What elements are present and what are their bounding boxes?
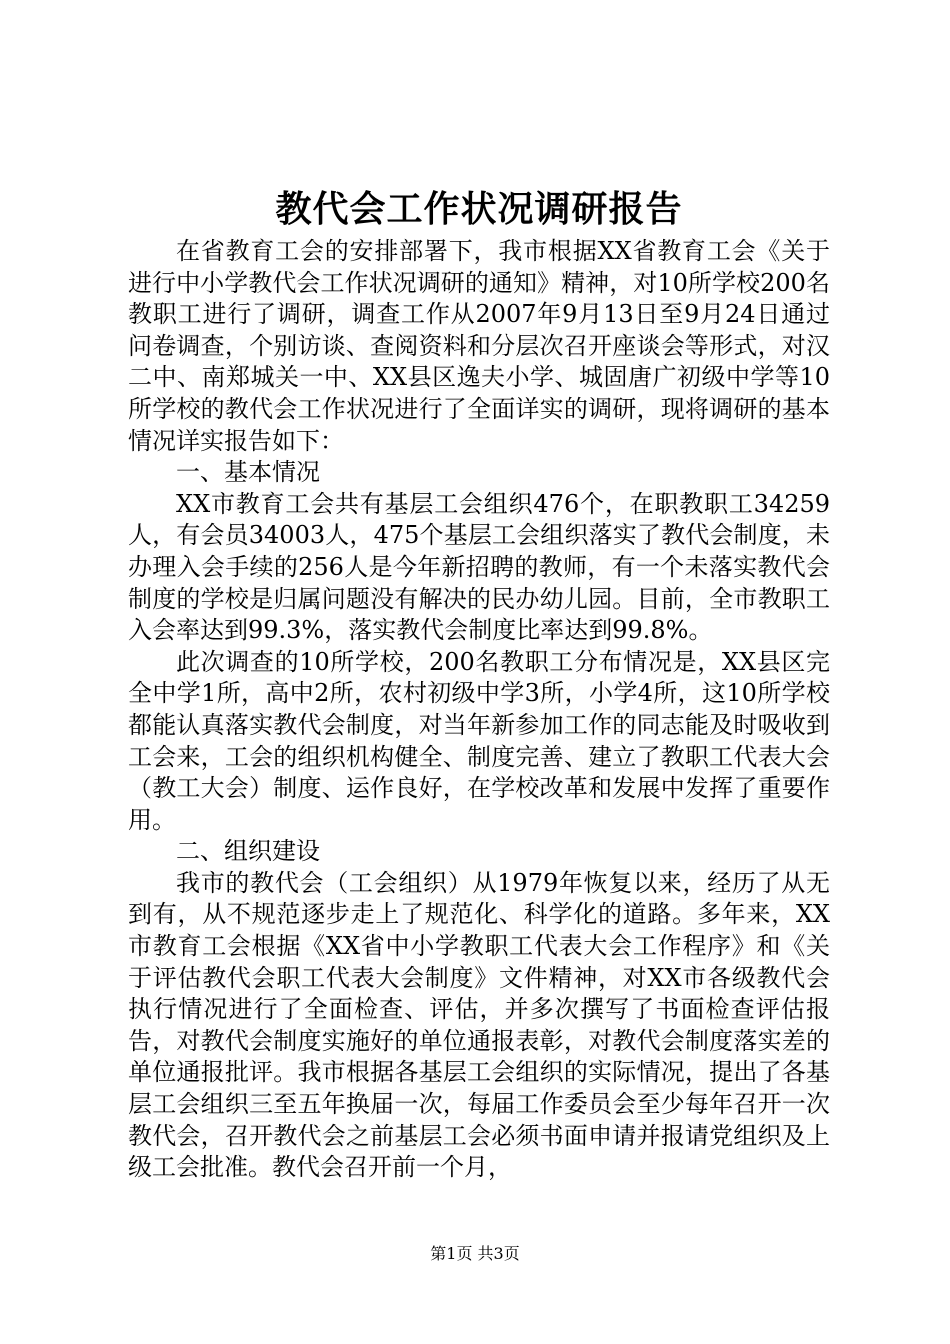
basic-paragraph-1: XX市教育工会共有基层工会组织476个，在职教职工34259人，有会员34003人，475个基层工会组织落实了教代会制度，未办理入会手续的256人是今年新招聘的教师，有一个未落实教代会制度的学校是归属问题没有解决的民办幼儿园。目前，全市教职工入会率达到99.3%，落实教代会制度比率达到99.8%。 [128, 489, 830, 645]
intro-paragraph: 在省教育工会的安排部署下，我市根据XX省教育工会《关于进行中小学教代会工作状况调研的通知》精神，对10所学校200名教职工进行了调研，调查工作从2007年9月13日至9月24日通过问卷调查，个别访谈、查阅资料和分层次召开座谈会等形式，对汉二中、南郑城关一中、XX县区逸夫小学、城固唐广初级中学等10所学校的教代会工作状况进行了全面详实的调研，现将调研的基本情况详实报告如下： [128, 237, 830, 455]
page-footer: 第1页 共3页 [430, 1244, 520, 1263]
section-heading-basic: 一、基本情况 [176, 458, 320, 487]
document-body [128, 236, 830, 1184]
document-title: 教代会工作状况调研报告 [275, 188, 683, 230]
organization-paragraph: 我市的教代会（工会组织）从1979年恢复以来，经历了从无到有，从不规范逐步走上了规范化、科学化的道路。多年来，XX市教育工会根据《XX省中小学教职工代表大会工作程序》和《关于评估教代会职工代表大会制度》文件精神，对XX市各级教代会执行情况进行了全面检查、评估，并多次撰写了书面检查评估报告，对教代会制度实施好的单位通报表彰，对教代会制度落实差的单位通报批评。我市根据各基层工会组织的实际情况，提出了各基层工会组织三至五年换届一次，每届工作委员会至少每年召开一次教代会，召开教代会之前基层工会必须书面申请并报请党组织及上级工会批准。教代会召开前一个月， [128, 868, 830, 1182]
basic-paragraph-2: 此次调查的10所学校，200名教职工分布情况是，XX县区完全中学1所，高中2所，农村初级中学3所，小学4所，这10所学校都能认真落实教代会制度，对当年新参加工作的同志能及时吸收到工会来，工会的组织机构健全、制度完善、建立了教职工代表大会（教工大会）制度、运作良好，在学校改革和发展中发挥了重要作用。 [128, 647, 830, 834]
section-heading-organization: 二、组织建设 [176, 837, 320, 866]
